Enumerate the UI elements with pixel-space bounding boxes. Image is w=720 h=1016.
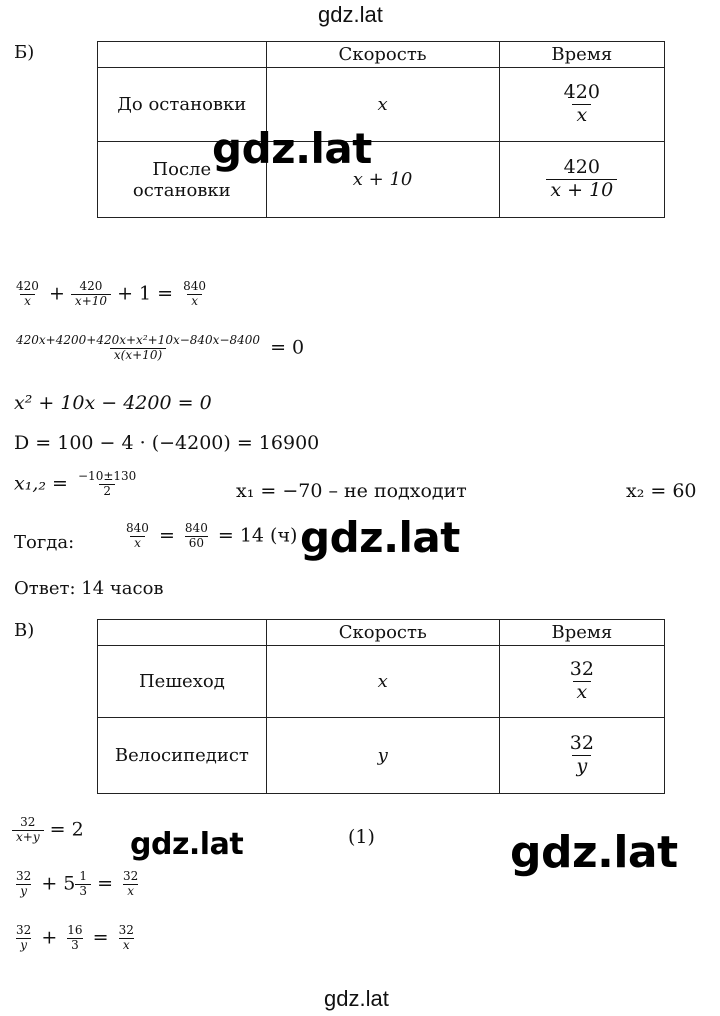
- section-v-eq3: [12, 924, 138, 953]
- table-v-row2-name: Велосипедист: [98, 718, 267, 794]
- table-b-header-empty: [98, 42, 267, 68]
- fraction-denominator: x: [123, 884, 138, 899]
- table-b-row1-name: До остановки: [98, 68, 267, 142]
- plus-sign: +: [41, 926, 58, 949]
- fraction-numerator: 420: [563, 81, 600, 104]
- watermark-bottom: gdz.lat: [324, 986, 389, 1011]
- fraction-denominator: x: [130, 536, 145, 551]
- fraction-denominator: x + 10: [546, 179, 617, 202]
- fraction-numerator: 1: [79, 869, 88, 883]
- section-b-label: Б): [14, 42, 35, 63]
- table-b: [97, 41, 665, 218]
- fraction-denominator: x: [119, 938, 134, 953]
- eq2-rest: = 0: [270, 336, 305, 359]
- then-rest: = 14 (ч): [217, 524, 298, 547]
- fraction-denominator: x(x+10): [110, 348, 166, 363]
- eq-rest: = 2: [49, 818, 84, 841]
- fraction-numerator: 16: [67, 923, 83, 937]
- table-b-header-time: Время: [499, 42, 664, 68]
- fraction-denominator: 3: [75, 884, 91, 899]
- fraction-numerator: 840: [184, 521, 208, 535]
- watermark-mid4: gdz.lat: [510, 827, 678, 878]
- fraction-denominator: x+10: [71, 294, 111, 309]
- fraction-denominator: x+y: [12, 830, 44, 845]
- equals-sign: =: [92, 926, 109, 949]
- fraction-numerator: 840: [126, 521, 149, 535]
- plus-five: + 5: [41, 872, 76, 895]
- fraction-numerator: 32: [569, 732, 594, 755]
- section-b-eq5-lhs: [14, 470, 140, 499]
- fraction-denominator: x: [187, 294, 202, 309]
- fraction-denominator: y: [16, 884, 31, 899]
- fraction-numerator: 32: [569, 658, 594, 681]
- fraction-numerator: 32: [16, 923, 32, 937]
- table-v-row1-name: Пешеход: [98, 646, 267, 718]
- fraction-numerator: 32: [16, 869, 32, 883]
- plus-sign: +: [48, 282, 65, 305]
- fraction-numerator: −10±130: [78, 469, 137, 483]
- answer-text: Ответ: 14 часов: [14, 578, 164, 599]
- section-b-eq4: D = 100 − 4 · (−4200) = 16900: [14, 432, 320, 454]
- table-v-row1-time: [499, 646, 664, 718]
- eq5-lhs: x₁,₂ =: [14, 472, 68, 495]
- section-b-eq1: [12, 280, 210, 309]
- equals-sign: =: [158, 524, 175, 547]
- equation-tag: (1): [348, 826, 375, 848]
- watermark-top: gdz.lat: [318, 2, 383, 27]
- table-b-row2-time: [499, 142, 664, 218]
- table-b-row1-time: [499, 68, 664, 142]
- row2-name-line2: остановки: [132, 179, 231, 201]
- fraction-denominator: 60: [185, 536, 208, 551]
- fraction-denominator: 2: [99, 484, 115, 499]
- watermark-mid3: gdz.lat: [130, 827, 244, 862]
- section-b-eq3: x² + 10x − 4200 = 0: [14, 392, 212, 414]
- table-v-row2-time: [499, 718, 664, 794]
- table-v-row1-speed: x: [266, 646, 499, 718]
- table-b-header-speed: Скорость: [266, 42, 499, 68]
- fraction-denominator: x: [20, 294, 35, 309]
- fraction-denominator: x: [572, 104, 591, 127]
- fraction-numerator: 420: [16, 279, 39, 293]
- fraction-denominator: y: [16, 938, 31, 953]
- watermark-mid2: gdz.lat: [300, 513, 460, 562]
- watermark-mid1: gdz.lat: [212, 124, 372, 173]
- fraction-denominator: x: [573, 681, 592, 704]
- table-v: [97, 619, 665, 794]
- section-b-eq5-x2: x₂ = 60: [626, 480, 697, 502]
- fraction-denominator: y: [572, 755, 591, 778]
- table-v-row2-speed: y: [266, 718, 499, 794]
- fraction-numerator: 420: [79, 279, 103, 293]
- table-b-row2-speed: x + 10: [266, 142, 499, 218]
- fraction-numerator: 32: [118, 923, 134, 937]
- section-b-eq2: [12, 334, 304, 363]
- section-v-eq2: [12, 870, 142, 899]
- fraction-denominator: 3: [67, 938, 83, 953]
- then-equation: [122, 522, 297, 551]
- table-b-row1-speed: x: [266, 68, 499, 142]
- table-v-header-empty: [98, 620, 267, 646]
- row2-name-line1: После: [152, 158, 212, 180]
- fraction-numerator: 420x+4200+420x+x²+10x−840x−8400: [16, 333, 261, 347]
- section-v-eq1: [12, 816, 84, 845]
- fraction-numerator: 840: [183, 279, 207, 293]
- fraction-numerator: 32: [20, 815, 36, 829]
- section-v-label: В): [14, 620, 35, 641]
- then-label: Тогда:: [14, 532, 75, 553]
- eq1-rest: + 1 =: [117, 282, 174, 305]
- fraction-numerator: 420: [563, 156, 600, 179]
- fraction-numerator: 32: [123, 869, 139, 883]
- table-v-header-time: Время: [499, 620, 664, 646]
- equals-sign: =: [97, 872, 113, 895]
- section-b-eq5-x1: x₁ = −70 – не подходит: [236, 480, 467, 502]
- table-v-header-speed: Скорость: [266, 620, 499, 646]
